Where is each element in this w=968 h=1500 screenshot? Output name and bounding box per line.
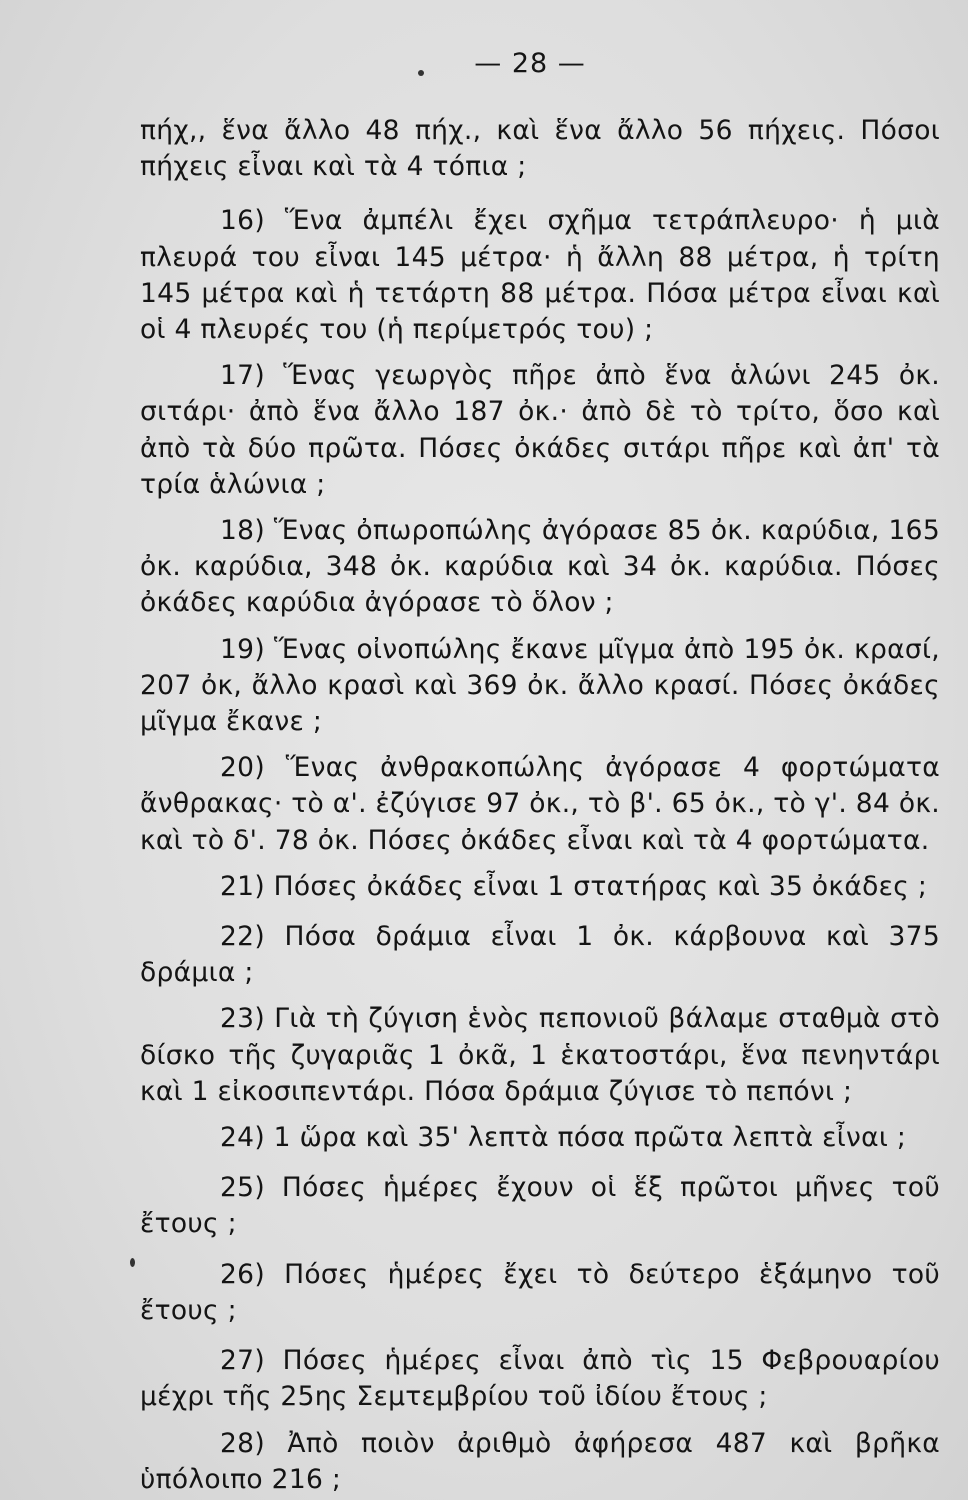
exercise-17: 17) Ἕνας γεωργὸς πῆρε ἀπὸ ἕνα ἁλώνι 245 ὀκ. σιτάρι· ἀπὸ ἕνα ἄλλο 187 ὀκ.· ἀπὸ δὲ τὸ τρίτο, ὅσο καὶ ἀπὸ τὰ δύο πρῶτα. Πόσες ὀκάδες σιτάρι πῆρε καὶ ἀπ' τὰ τρία ἁλώνια ;: [140, 360, 940, 500]
exercise-19: 19) Ἕνας οἰνοπώλης ἔκανε μῖγμα ἀπὸ 195 ὀκ. κρασί, 207 ὀκ, ἄλλο κρασὶ καὶ 369 ὀκ. ἄλλο κρασί. Πόσες ὀκάδες μῖγμα ἔκανε ;: [140, 633, 940, 738]
exercise-21: 21) Πόσες ὀκάδες εἶναι 1 στατήρας καὶ 35 ὀκάδες ;: [220, 870, 928, 902]
exercise-25: 25) Πόσες ἡμέρες ἔχουν οἱ ἕξ πρῶτοι μῆνες τοῦ ἔτους ;: [140, 1172, 940, 1240]
exercise-18: 18) Ἕνας ὀπωροπώλης ἀγόρασε 85 ὀκ. καρύδια, 165 ὀκ. καρύδια, 348 ὀκ. καρύδια καὶ 34 ὀκ. καρύδια. Πόσες ὀκάδες καρύδια ἀγόρασε τὸ ὅλον ;: [140, 515, 940, 619]
exercise-20: 20) Ἕνας ἀνθρακοπώλης ἀγόρασε 4 φορτώματα ἄνθρακας· τὸ α'. ἐζύγισε 97 ὀκ., τὸ β'. 65 ὀκ., τὸ γ'. 84 ὀκ. καὶ τὸ δ'. 78 ὀκ. Πόσες ὀκάδες εἶναι καὶ τὰ 4 φορτώματα.: [140, 752, 940, 856]
exercise-23: 23) Γιὰ τὴ ζύγιση ἑνὸς πεπονιοῦ βάλαμε σταθμὰ στὸ δίσκο τῆς ζυγαριᾶς 1 ὀκᾶ, 1 ἑκατοστάρι, ἕνα πενηντάρι καὶ 1 εἰκοσιπεντάρι. Πόσα δράμια ζύγισε τὸ πεπόνι ;: [140, 1003, 940, 1107]
ink-speck: [130, 1258, 135, 1267]
exercise-22: 22) Πόσα δράμια εἶναι 1 ὀκ. κάρβουνα καὶ 375 δράμια ;: [140, 921, 940, 989]
exercise-24: 24) 1 ὥρα καὶ 35' λεπτὰ πόσα πρῶτα λεπτὰ εἶναι ;: [220, 1122, 907, 1154]
exercise-27: 27) Πόσες ἡμέρες εἶναι ἀπὸ τὶς 15 Φεβρουαρίου μέχρι τῆς 25ης Σεμτεμβρίου τοῦ ἰδίου ἔτους ;: [140, 1345, 940, 1413]
exercise-28: 28) Ἀπὸ ποιὸν ἀριθμὸ ἀφήρεσα 487 καὶ βρῆκα ὑπόλοιπο 216 ;: [140, 1427, 940, 1495]
paragraph-continuation: πήχ,, ἕνα ἄλλο 48 πήχ., καὶ ἕνα ἄλλο 56 πήχεις. Πόσοι πήχεις εἶναι καὶ τὰ 4 τόπια ;: [140, 115, 940, 183]
exercise-text: [140, 113, 940, 1500]
exercise-26: 26) Πόσες ἡμέρες ἔχει τὸ δεύτερο ἑξάμηνο τοῦ ἔτους ;: [140, 1258, 940, 1326]
exercise-16: 16) Ἕνα ἀμπέλι ἔχει σχῆμα τετράπλευρο· ἡ μιὰ πλευρά του εἶναι 145 μέτρα· ἡ ἄλλη 88 μέτρα, ἡ τρίτη 145 μέτρα καὶ ἡ τετάρτη 88 μέτρα. Πόσα μέτρα εἶναι καὶ οἱ 4 πλευρές του (ἡ περίμετρός του) ;: [140, 205, 940, 346]
page-number: — 28 —: [474, 48, 586, 79]
